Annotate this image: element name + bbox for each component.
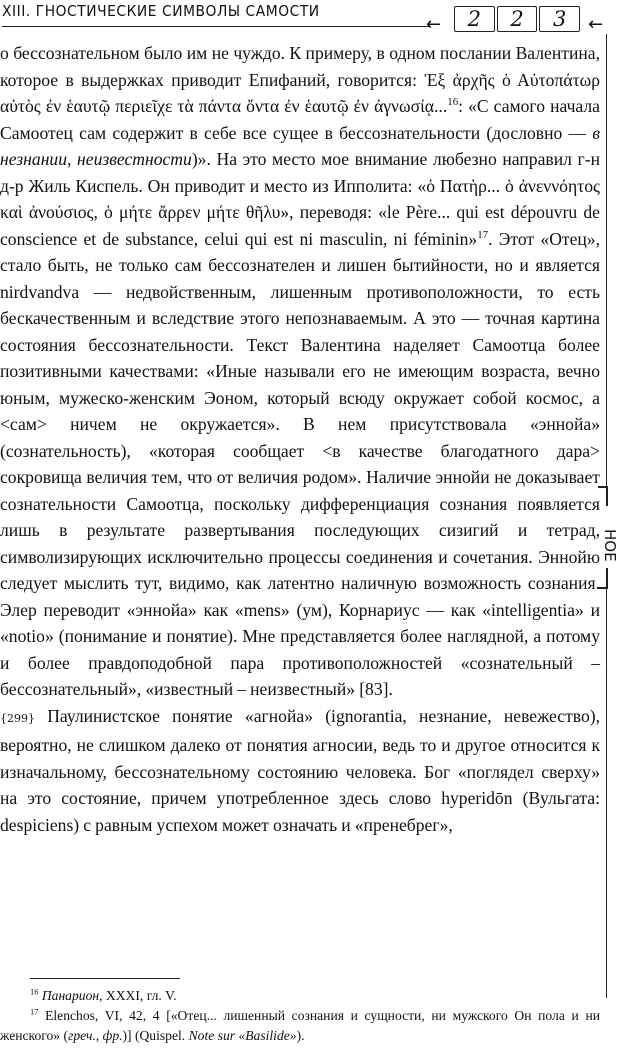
margin-rule xyxy=(606,34,607,486)
header-rule xyxy=(2,26,430,27)
text-span: )] (Quispel. xyxy=(122,1028,189,1043)
page-header xyxy=(2,2,614,36)
bracket-top-stem xyxy=(606,486,608,506)
running-title: XIII. ГНОСТИЧЕСКИЕ СИМВОЛЫ САМОСТИ xyxy=(2,2,320,20)
footnote-number: 17 xyxy=(30,1006,39,1017)
text-span: Паулинистское понятие «агнойа» (ignorantia, незнание, невежество), вероятно, не слишком далеко от понятия агносии, ведь то и другое относится к изначальному, бессознательному состоянию человека. Бог «поглядел сверху» на это состояние, причем употребленное здесь слово hyperidōn (Вульгата: despiciens) с равным успехом может означать и «пренебрег», xyxy=(0,705,600,835)
page-digit: 2 xyxy=(497,6,538,32)
text-span: Elenchos, VI, 42, 4 [«Отец... лишенный сознания и сущности, ни мужского Он пола и ни женского» ( xyxy=(0,1008,600,1043)
main-text xyxy=(0,40,600,838)
left-arrow-icon: ← xyxy=(426,14,442,35)
page-digit: 2 xyxy=(454,6,495,32)
text-span: ). xyxy=(296,1028,305,1043)
italic-span: в незнании, неизвестности xyxy=(0,122,600,169)
italic-span: Панарион xyxy=(41,988,100,1003)
footnote-17 xyxy=(0,1006,600,1046)
italic-span: греч., фр. xyxy=(68,1028,123,1043)
bracket-bottom-stem xyxy=(606,568,608,588)
margin-marker: НОЕ xyxy=(601,528,619,562)
text-span: . Этот «Отец», стало быть, не только сам бессознателен и лишен бытийности, но и является nirdvandva — недвойственным, лишенным противоположности, то есть бескачественным и вследствие этого непознаваемым. А это — точная картина состояния бессознательности. Текст Валентина наделяет Самоотца более позитивными качествами: «Иные называли его не имеющим возраста, вечно юным, мужеско-женским Эоном, который всюду окружает собой космос, а <сам> ничем не окружается». В нем присутствовала «эннойа» (сознательность), «которая сообщает <в качестве благодатного дара> сокровища величия тем, что от величия родом». Наличие эннойи не доказывает сознательности Самоотца, поскольку дифференциация сознания появляется лишь в результате развертывания последующих сизигий и тетрад, символизирующих исключительно процессы соединения и сочетания. Эннойю следует мыслить тут, видимо, как латентно наличную возможность сознания. Элер переводит «эннойа» как «mens» (ум), Корнариус — как «intelligentia» и «notio» (понимание и понятие). Мне представляется более наглядной, а потому и более правдоподобной пара противоположностей «сознательный – бессознательный», «известный – неизвестный» [83]. xyxy=(0,228,601,699)
right-arrow-icon: ← xyxy=(588,14,604,35)
page-number xyxy=(454,6,580,32)
text-span: )». На это место мое внимание любезно направил г-н д-р Жиль Киспель. Он приводит и место из Ипполита: «ὁ Πατὴρ... ὁ ἀνεννόητος καὶ ἀνούσιος, ὁ μήτε ἄρρεν μήτε θῆλυ», переводя: «le Père... qui est dépouvru de conscience et de substance, celui qui est ni masculin, ni féminin» xyxy=(0,149,601,249)
page-digit: 3 xyxy=(539,6,580,32)
footnote-ref[interactable]: 17 xyxy=(477,228,489,241)
paragraph-number: {299} xyxy=(0,711,35,725)
footnote-16 xyxy=(0,986,600,1006)
paragraph xyxy=(0,40,600,703)
footnotes xyxy=(0,986,600,1046)
italic-span: Note sur «Basilide» xyxy=(188,1028,297,1043)
paragraph xyxy=(0,703,600,839)
text-span: , XXXI, гл. V. xyxy=(99,988,177,1003)
text-span: о бессознательном было им не чуждо. К примеру, в одном послании Валентина, которое в выдержках приводит Епифаний, говорится: Ἐξ ἀρχῆς ὁ Αὐτοπάτωρ αὐτὸς ἐν ἑαυτῷ περιεῖχε τὰ πάντα ὄντα ἐν ἑαυτῷ ἐν ἀγνωσίᾳ... xyxy=(0,43,600,116)
text-span: : «С самого начала Самоотец сам содержит в себе все сущее в бессознательности (дословно — xyxy=(0,96,600,143)
margin-rule xyxy=(606,588,607,998)
footnote-number: 16 xyxy=(30,986,39,997)
footnote-rule xyxy=(30,978,180,979)
footnote-ref[interactable]: 16 xyxy=(447,96,459,109)
